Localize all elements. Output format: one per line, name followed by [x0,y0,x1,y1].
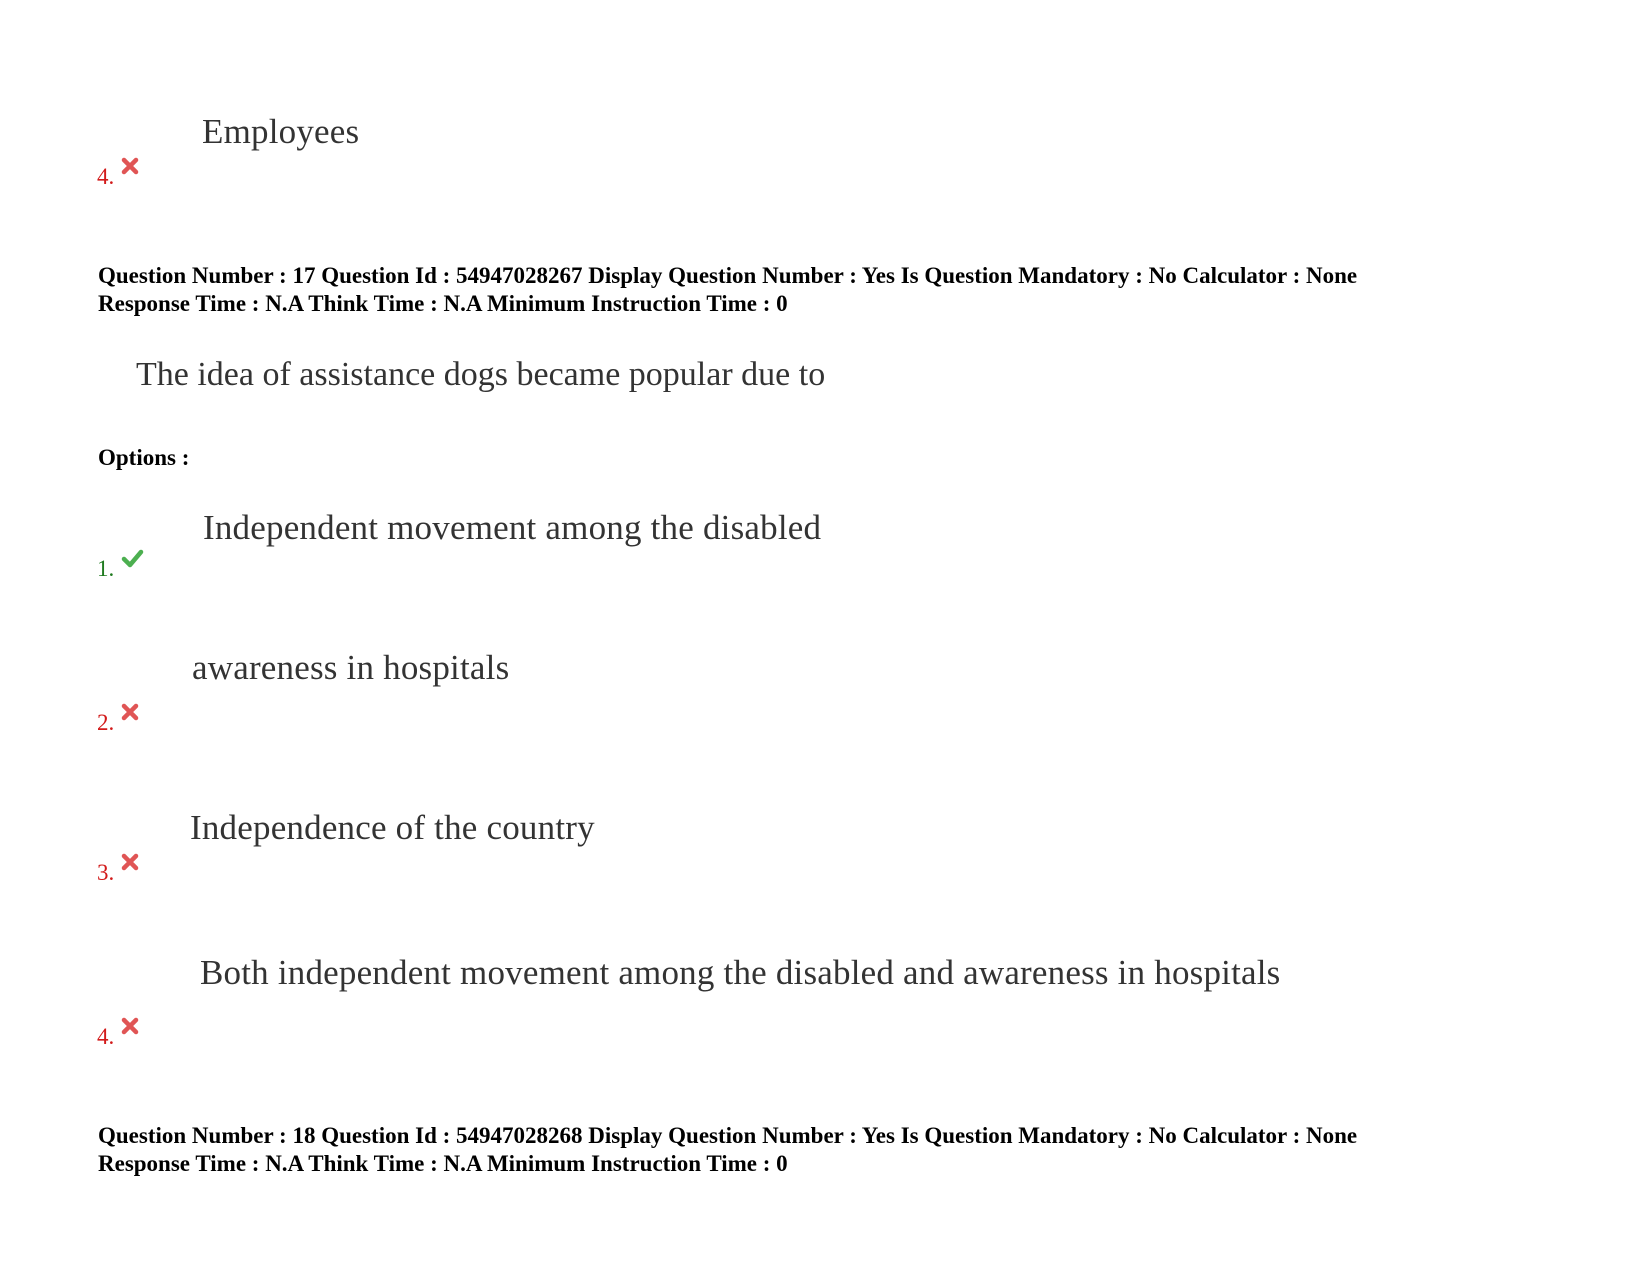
options-label: Options : [98,445,190,470]
question-18-meta-line2: Response Time : N.A Think Time : N.A Minimum Instruction Time : 0 [98,1151,788,1176]
option-2-text: awareness in hospitals [192,648,510,687]
question-17-meta [98,262,1357,318]
option-4-number: 4. [97,1024,115,1049]
option-4-marker [97,1024,140,1050]
prev-option-4-marker [97,164,140,190]
option-2-number: 2. [97,710,115,735]
option-3-number: 3. [97,860,115,885]
cross-icon [120,156,140,176]
prev-option-4-number: 4. [97,164,115,189]
cross-icon [120,1016,140,1036]
check-icon [120,548,144,568]
cross-icon [120,702,140,722]
option-2-marker [97,710,140,736]
option-3-text: Independence of the country [190,808,595,847]
option-3-marker [97,860,140,886]
question-18-meta [98,1122,1357,1178]
question-17-meta-line1: Question Number : 17 Question Id : 54947028267 Display Question Number : Yes Is Question Mandatory : No Calculator : None [98,263,1358,288]
option-1-text: Independent movement among the disabled [203,508,822,547]
cross-icon [120,852,140,872]
option-1-number: 1. [97,556,115,581]
option-1-marker [97,556,144,582]
prev-option-4-text: Employees [202,112,360,151]
question-17-meta-line2: Response Time : N.A Think Time : N.A Minimum Instruction Time : 0 [98,291,788,316]
question-17-text: The idea of assistance dogs became popular due to [136,356,826,393]
option-4-text: Both independent movement among the disabled and awareness in hospitals [200,953,1281,992]
question-18-meta-line1: Question Number : 18 Question Id : 54947028268 Display Question Number : Yes Is Question Mandatory : No Calculator : None [98,1123,1358,1148]
